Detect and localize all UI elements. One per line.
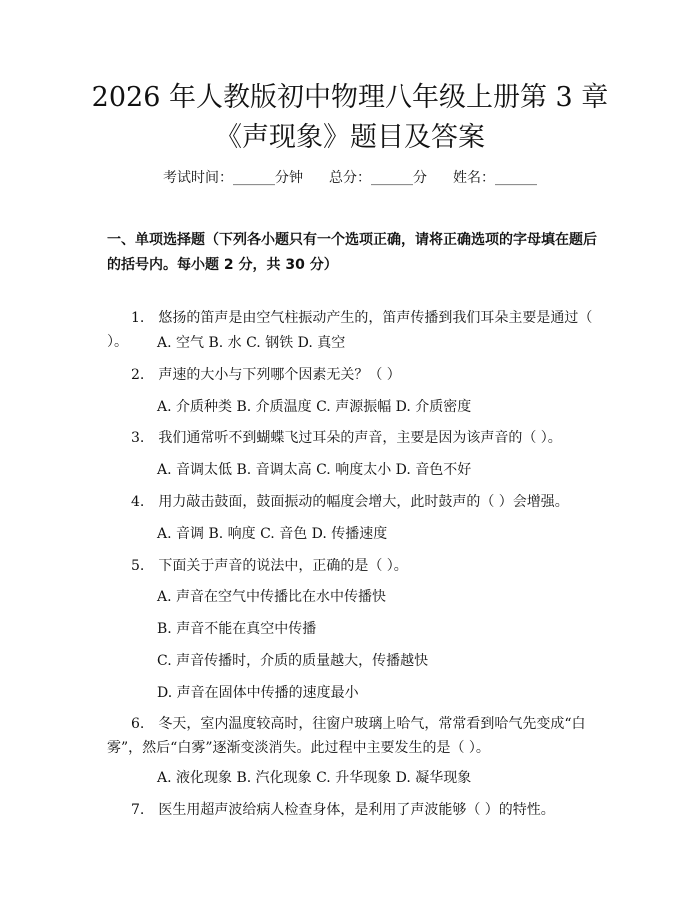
document-title-line-1: 2026 年人教版初中物理八年级上册第 3 章	[91, 82, 609, 113]
question-options: A. 空气 B. 水 C. 钢铁 D. 真空	[157, 335, 346, 351]
question-options: A. 音调 B. 响度 C. 音色 D. 传播速度	[157, 526, 388, 542]
exam-time: 考试时间：______分钟	[163, 170, 303, 186]
question-option: B. 声音不能在真空中传播	[157, 621, 317, 637]
question-stem: 1. 悠扬的笛声是由空气柱振动产生的，笛声传播到我们耳朵主要是通过（ ）。	[107, 310, 593, 350]
question-options: A. 介质种类 B. 介质温度 C. 声源振幅 D. 介质密度	[157, 399, 472, 415]
question-option: C. 声音传播时，介质的质量越大，传播越快	[157, 653, 429, 669]
question-options: A. 液化现象 B. 汽化现象 C. 升华现象 D. 凝华现象	[157, 770, 472, 786]
student-name: 姓名：______	[453, 170, 537, 186]
question-stem: 5. 下面关于声音的说法中，正确的是（ ）。	[131, 558, 408, 574]
exam-meta	[60, 168, 640, 188]
question-stem: 6. 冬天，室内温度较高时，往窗户玻璃上哈气，常常看到哈气先变成“白雾”，然后“白雾”逐渐变淡消失。此过程中主要发生的是（ ）。	[107, 716, 586, 756]
question-stem: 2. 声速的大小与下列哪个因素无关？（ ）	[131, 367, 401, 383]
total-score: 总分：______分	[329, 170, 427, 186]
document-title-line-2: 《声现象》题目及答案	[215, 122, 485, 153]
question-stem: 7. 医生用超声波给病人检查身体，是利用了声波能够（ ）的特性。	[131, 802, 555, 818]
question-options: A. 音调太低 B. 音调太高 C. 响度太小 D. 音色不好	[157, 462, 472, 478]
question-stem: 4. 用力敲击鼓面，鼓面振动的幅度会增大，此时鼓声的（ ）会增强。	[131, 494, 569, 510]
question-option: A. 声音在空气中传播比在水中传播快	[157, 589, 387, 605]
question-option: D. 声音在固体中传播的速度最小	[157, 685, 359, 701]
question-stem: 3. 我们通常听不到蝴蝶飞过耳朵的声音，主要是因为该声音的（ ）。	[131, 430, 562, 446]
section-heading: 一、单项选择题（下列各小题只有一个选项正确，请将正确选项的字母填在题后的括号内。每小题 2 分，共 30 分）	[107, 232, 597, 273]
